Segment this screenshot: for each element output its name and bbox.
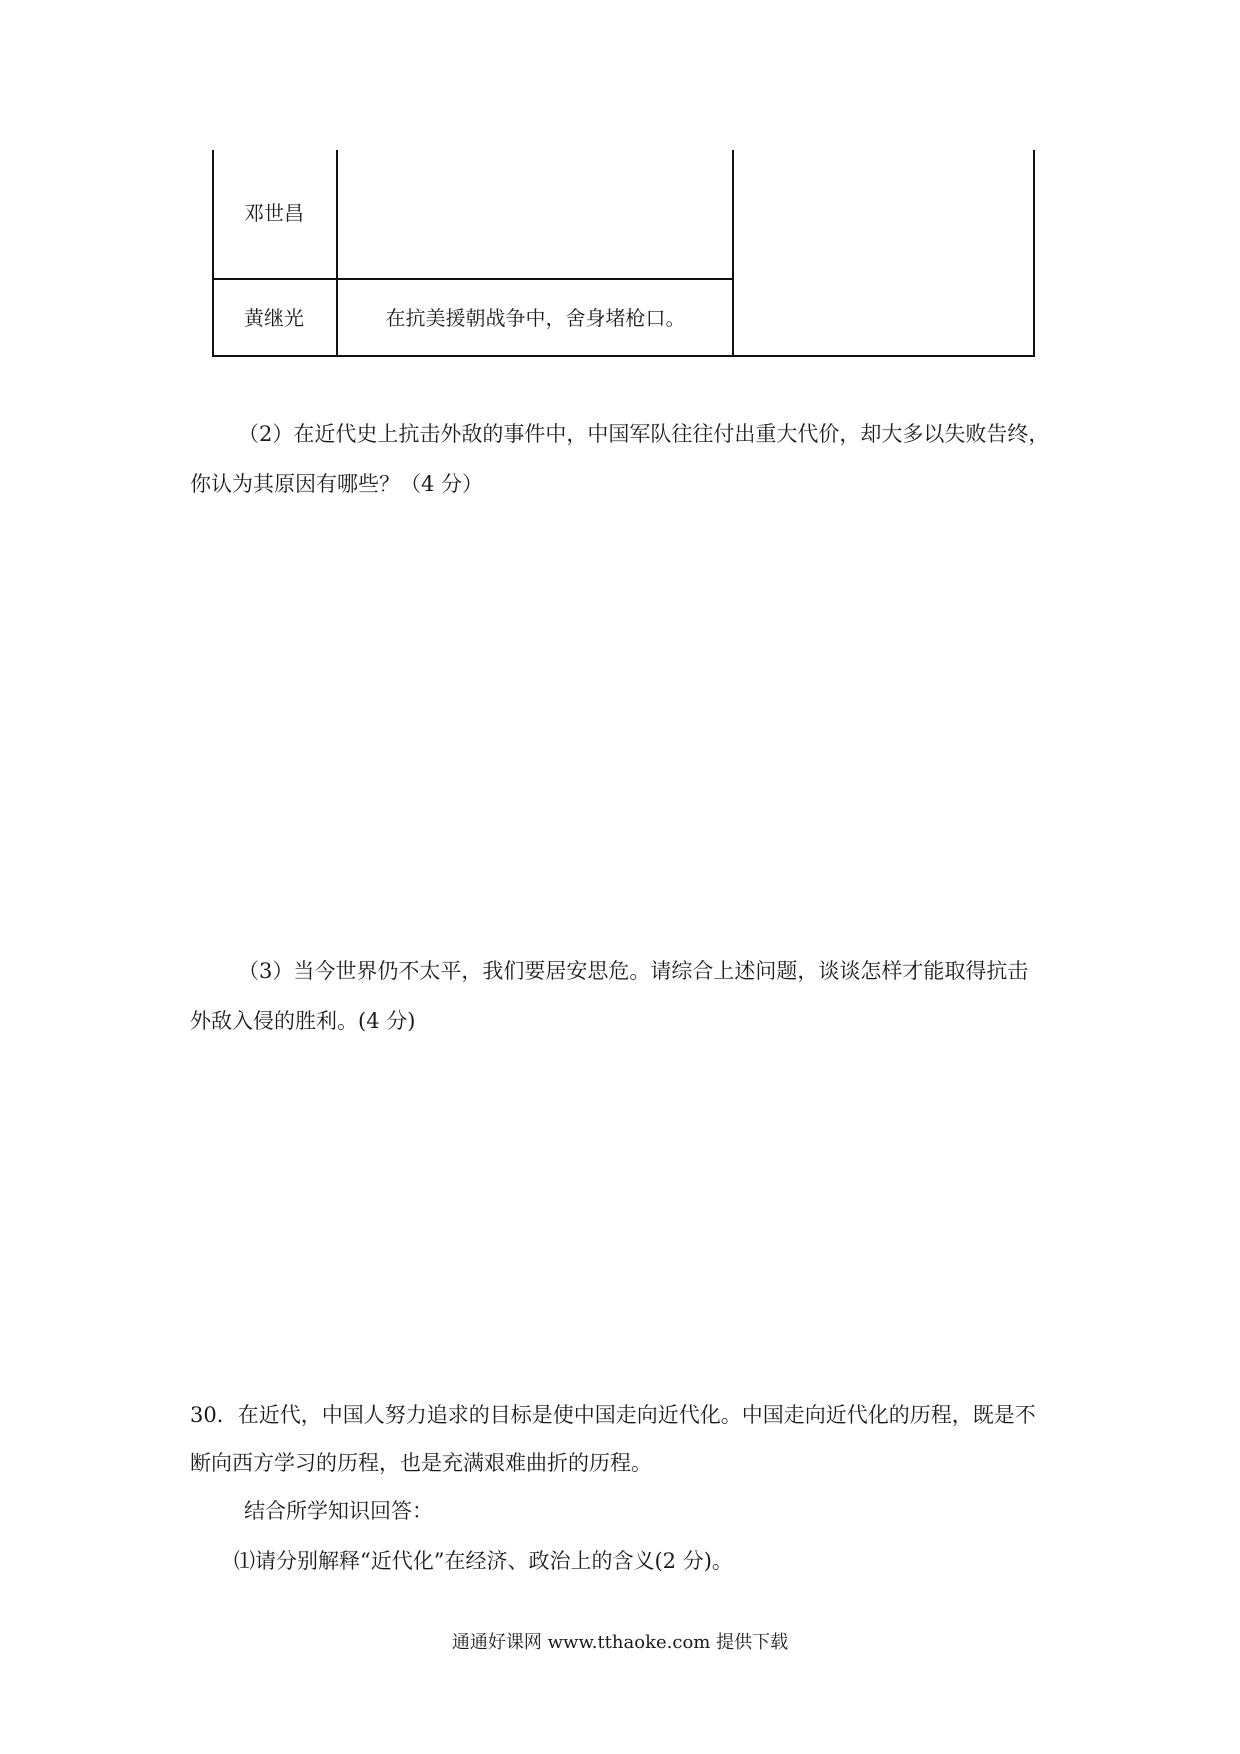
table-row-2-description: 在抗美援朝战争中，舍身堵枪口。 [385,306,686,330]
page-footer: 通通好课网 www.tthaoke.com 提供下载 [451,1632,789,1653]
question-30-sub-1: ⑴请分别解释“近代化”在经济、政治上的含义(2 分)。 [234,1549,733,1573]
question-30-instruction: 结合所学知识回答： [244,1499,433,1523]
table-border-right [1033,150,1035,357]
table-border-bottom [212,355,1035,357]
question-2-line-2: 你认为其原因有哪些？（4 分） [190,472,484,496]
answer-table [212,150,1035,357]
question-30-line-1: 30．在近代，中国人努力追求的目标是使中国走向近代化。中国走向近代化的历程，既是不 [190,1403,1036,1427]
question-3-line-2: 外敌入侵的胜利。(4 分) [190,1009,416,1033]
question-3-line-1: （3）当今世界仍不太平，我们要居安思危。请综合上述问题，谈谈怎样才能取得抗击 [238,959,1029,983]
table-row-2-name: 黄继光 [244,306,304,330]
question-2-line-1: （2）在近代史上抗击外敌的事件中，中国军队往往付出重大代价，却大多以失败告终， [238,422,1050,446]
question-30-line-2: 断向西方学习的历程，也是充满艰难曲折的历程。 [190,1451,652,1475]
table-row-divider [212,278,734,280]
table-row-1-name: 邓世昌 [244,201,304,225]
